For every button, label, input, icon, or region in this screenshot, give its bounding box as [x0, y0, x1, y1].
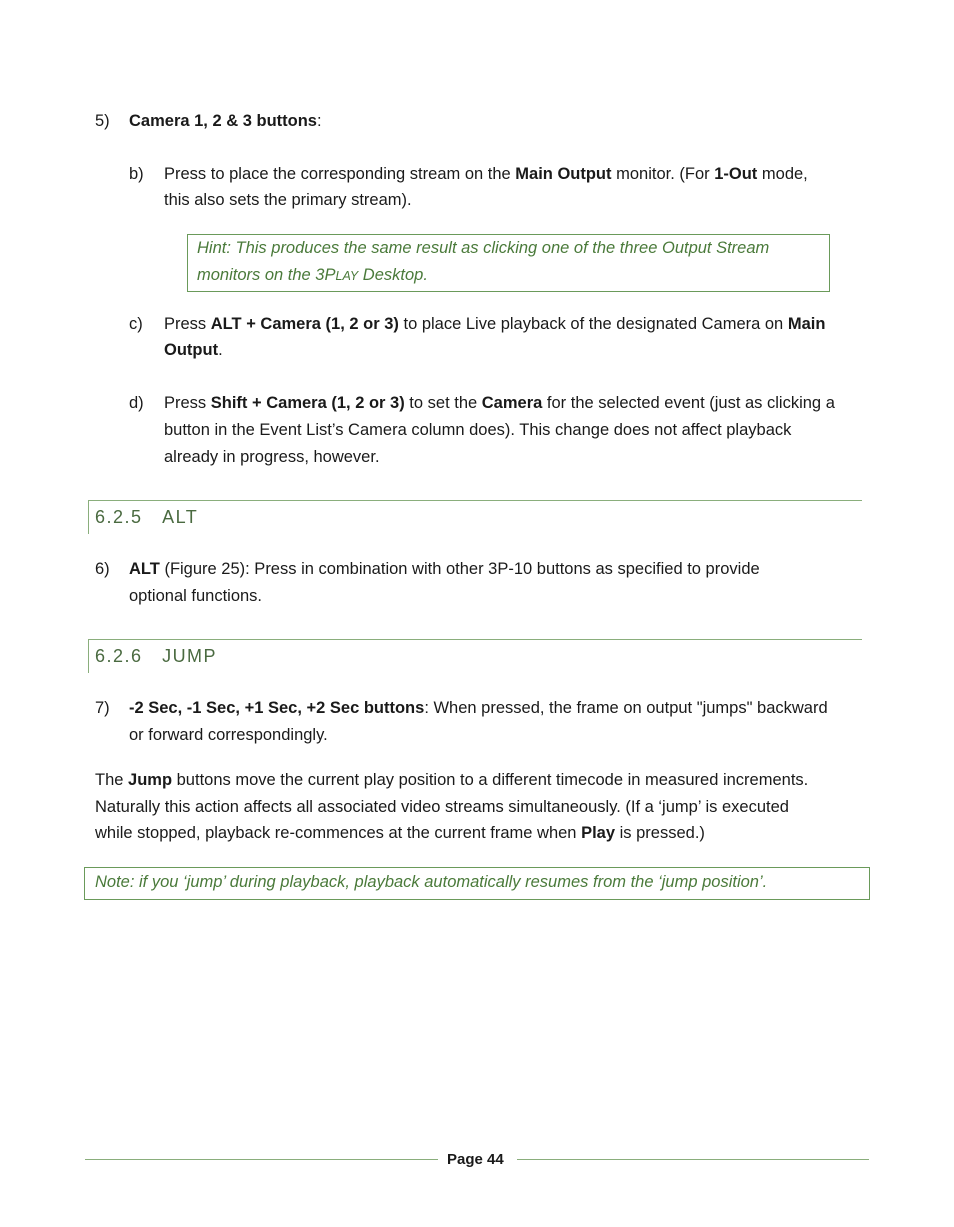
- subitem-label: d): [129, 394, 144, 412]
- item-number: 6): [95, 560, 110, 578]
- item5-heading: Camera 1, 2 & 3 buttons:: [129, 112, 322, 130]
- item5b-line2: this also sets the primary stream).: [164, 191, 412, 209]
- item6-line2: optional functions.: [129, 587, 263, 605]
- para-line3: while stopped, playback re-commences at the current frame when Play is pressed.): [95, 824, 705, 842]
- section-heading-626: 6.2.6 JUMP: [95, 646, 218, 666]
- para-line2: Naturally this action affects all associated video streams simultaneously. (If a ‘jump’ is executed: [95, 798, 789, 816]
- subitem-label: c): [129, 315, 143, 333]
- note-text: Note: if you ‘jump’ during playback, playback automatically resumes from the ‘jump position’.: [95, 873, 768, 891]
- item5c-line1: Press ALT + Camera (1, 2 or 3) to place Live playback of the designated Camera on Main: [164, 315, 826, 333]
- item5d-line3: already in progress, however.: [164, 448, 380, 466]
- item6-line1: ALT (Figure 25): Press in combination with other 3P-10 buttons as specified to provide: [129, 560, 760, 578]
- item-number: 7): [95, 699, 110, 717]
- item5d-line2: button in the Event List’s Camera column does). This change does not affect playback: [164, 421, 792, 439]
- section-heading-rule: [88, 500, 862, 534]
- para-line1: The Jump buttons move the current play position to a different timecode in measured increments.: [95, 771, 809, 789]
- footer-rule-right: [517, 1159, 869, 1160]
- item5b-line1: Press to place the corresponding stream on the Main Output monitor. (For 1-Out mode,: [164, 165, 808, 183]
- section-heading-625: 6.2.5 ALT: [95, 507, 199, 527]
- item7-line2: or forward correspondingly.: [129, 726, 328, 744]
- footer-rule-left: [85, 1159, 438, 1160]
- subitem-label: b): [129, 165, 144, 183]
- item7-line1: -2 Sec, -1 Sec, +1 Sec, +2 Sec buttons: When pressed, the frame on output "jumps" backward: [129, 699, 828, 717]
- hint-line1: Hint: This produces the same result as clicking one of the three Output Stream: [197, 239, 770, 257]
- item-number: 5): [95, 112, 110, 130]
- item5c-line2: Output.: [164, 341, 223, 359]
- hint-line2: monitors on the 3PLAY Desktop.: [197, 266, 428, 284]
- item5d-line1: Press Shift + Camera (1, 2 or 3) to set the Camera for the selected event (just as clicking a: [164, 394, 835, 412]
- page-number: Page 44: [447, 1151, 504, 1168]
